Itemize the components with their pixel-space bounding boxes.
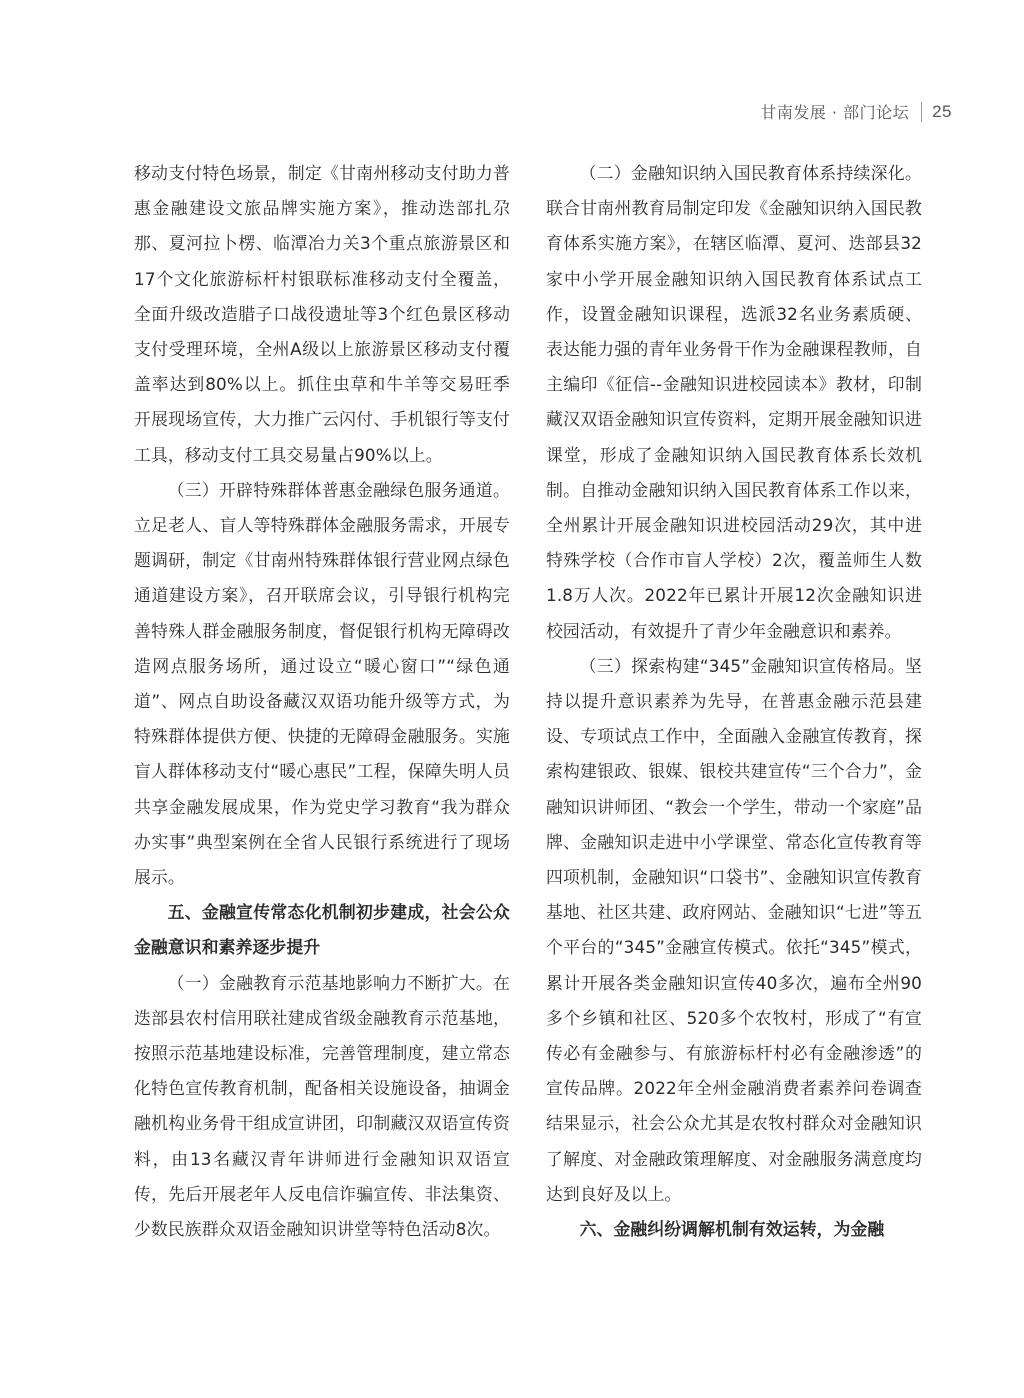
header-divider xyxy=(921,102,922,122)
section-heading: 六、金融纠纷调解机制有效运转，为金融 xyxy=(579,1219,885,1240)
paragraph: （三）探索构建“345”金融知识宣传格局。坚持以提升意识素养为先导，在普惠金融示范县建设、专项试点工作中，全面融入金融宣传教育，探索构建银政、银媒、银校共建宣传“三个合力”，金融知识讲师团、“教会一个学生，带动一个家庭”品牌、金融知识走进中小学课堂、常态化宣传教育等四项机制，金融知识“口袋书”、金融知识宣传教育基地、社区共建、政府网站、金融知识“七进”等五个平台的“345”金融宣传模式。依托“345”模式，累计开展各类金融知识宣传40多次，遍布全州90多个乡镇和社区、520多个农牧村，形成了“有宣传必有金融参与、有旅游标杆村必有金融渗透”的宣传品牌。2022年全州金融消费者素养问卷调查结果显示，社会公众尤其是农牧村群众对金融知识了解度、对金融政策理解度、对金融服务满意度均达到良好及以上。 xyxy=(546,655,922,1204)
left-column xyxy=(134,156,510,1247)
section-heading: 五、金融宣传常态化机制初步建成，社会公众金融意识和素养逐步提升 xyxy=(134,902,510,958)
paragraph: （一）金融教育示范基地影响力不断扩大。在迭部县农村信用联社建成省级金融教育示范基地，按照示范基地建设标准，完善管理制度，建立常态化特色宣传教育机制，配备相关设施设备，抽调金融机构业务骨干组成宣讲团，印制藏汉双语宣传资料，由13名藏汉青年讲师进行金融知识双语宣传，先后开展老年人反电信诈骗宣传、非法集资、少数民族群众双语金融知识讲堂等特色活动8次。 xyxy=(134,972,510,1240)
right-column xyxy=(546,156,922,1247)
paragraph: 移动支付特色场景，制定《甘南州移动支付助力普惠金融建设文旅品牌实施方案》，推动迭部扎尕那、夏河拉卜楞、临潭冶力关3个重点旅游景区和17个文化旅游标杆村银联标准移动支付全覆盖，全面升级改造腊子口战役遗址等3个红色景区移动支付受理环境，全州A级以上旅游景区移动支付覆盖率达到80%以上。抓住虫草和牛羊等交易旺季开展现场宣传，大力推广云闪付、手机银行等支付工具，移动支付工具交易量占90%以上。 xyxy=(134,163,510,465)
header-title: 甘南发展 · 部门论坛 xyxy=(760,103,910,122)
page-header xyxy=(760,100,952,123)
paragraph: （二）金融知识纳入国民教育体系持续深化。联合甘南州教育局制定印发《金融知识纳入国民教育体系实施方案》，在辖区临潭、夏河、迭部县32家中小学开展金融知识纳入国民教育体系试点工作，设置金融知识课程，选派32名业务素质硬、表达能力强的青年业务骨干作为金融课程教师，自主编印《征信--金融知识进校园读本》教材，印制藏汉双语金融知识宣传资料，定期开展金融知识进课堂，形成了金融知识纳入国民教育体系长效机制。自推动金融知识纳入国民教育体系工作以来，全州累计开展金融知识进校园活动29次，其中进特殊学校（合作市盲人学校）2次，覆盖师生人数1.8万人次。2022年已累计开展12次金融知识进校园活动，有效提升了青少年金融意识和素养。 xyxy=(546,163,922,641)
paragraph: （三）开辟特殊群体普惠金融绿色服务通道。立足老人、盲人等特殊群体金融服务需求，开展专题调研，制定《甘南州特殊群体银行营业网点绿色通道建设方案》，召开联席会议，引导银行机构完善特殊人群金融服务制度，督促银行机构无障碍改造网点服务场所，通过设立“暖心窗口”“绿色通道”、网点自助设备藏汉双语功能升级等方式，为特殊群体提供方便、快捷的无障碍金融服务。实施盲人群体移动支付“暖心惠民”工程，保障失明人员共享金融发展成果，作为党史学习教育“我为群众办实事”典型案例在全省人民银行系统进行了现场展示。 xyxy=(134,479,510,888)
page-number: 25 xyxy=(932,101,952,121)
